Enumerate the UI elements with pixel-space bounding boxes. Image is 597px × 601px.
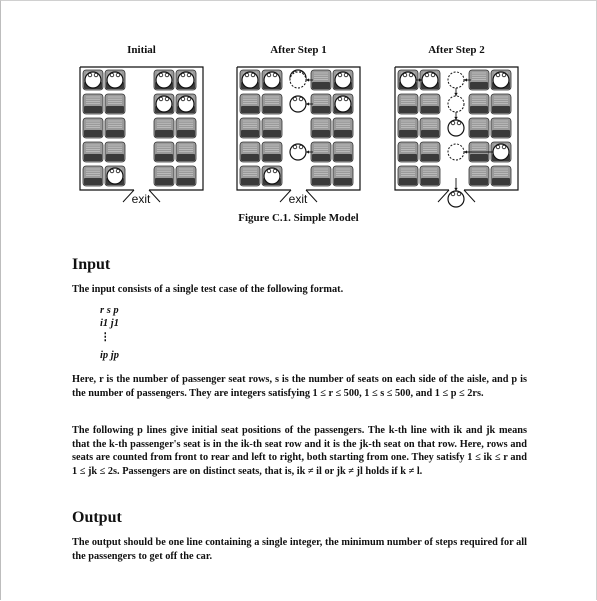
passenger-icon bbox=[493, 72, 509, 88]
seat bbox=[491, 166, 511, 186]
seat bbox=[105, 118, 125, 138]
figure-caption: Figure C.1. Simple Model bbox=[238, 212, 359, 224]
moved-passenger-icon bbox=[448, 144, 464, 160]
seat bbox=[333, 118, 353, 138]
panel-label-step1: After Step 1 bbox=[270, 44, 327, 56]
exit-label: exit bbox=[288, 192, 308, 206]
input-heading: Input bbox=[72, 256, 111, 273]
seat bbox=[240, 118, 260, 138]
seat bbox=[311, 118, 331, 138]
seat-map-step2 bbox=[394, 66, 519, 206]
output-heading: Output bbox=[72, 509, 122, 526]
seat bbox=[469, 166, 489, 186]
passenger-icon bbox=[242, 72, 258, 88]
seat bbox=[398, 142, 418, 162]
seat bbox=[240, 94, 260, 114]
input-para-1: Here, r is the number of passenger seat rows, s is the number of seats on each side of the aisle, and p is the number of passengers. They are integers satisfying 1 ≤ r ≤ 500, 1 ≤ s ≤ 500, and 1 ≤ p ≤ 2rs. bbox=[72, 374, 527, 399]
seat bbox=[105, 94, 125, 114]
passenger-icon bbox=[335, 96, 351, 112]
seat bbox=[154, 118, 174, 138]
seat bbox=[83, 94, 103, 114]
seat bbox=[398, 166, 418, 186]
format-line-1: r s p bbox=[100, 305, 119, 316]
seat bbox=[491, 118, 511, 138]
seat bbox=[469, 70, 489, 90]
format-line-2: i1 j1 bbox=[100, 318, 119, 329]
seat bbox=[105, 142, 125, 162]
seat bbox=[83, 142, 103, 162]
passenger-icon bbox=[493, 144, 509, 160]
arrow-head bbox=[464, 78, 467, 81]
seat bbox=[311, 166, 331, 186]
panel-label-step2: After Step 2 bbox=[428, 44, 485, 56]
seat bbox=[311, 94, 331, 114]
exit-line-right bbox=[306, 190, 317, 202]
seat bbox=[154, 142, 174, 162]
seat-map-step1 bbox=[236, 66, 361, 206]
seat bbox=[176, 118, 196, 138]
input-format-block bbox=[100, 305, 119, 363]
passenger-icon bbox=[107, 72, 123, 88]
moved-passenger-icon bbox=[448, 72, 464, 88]
passenger-icon bbox=[422, 72, 438, 88]
seat bbox=[311, 70, 331, 90]
seat bbox=[333, 166, 353, 186]
seat bbox=[420, 118, 440, 138]
figure-panel-initial bbox=[79, 66, 204, 206]
seat bbox=[469, 118, 489, 138]
format-line-3: ⋮ bbox=[100, 332, 111, 343]
passenger-icon bbox=[178, 72, 194, 88]
seat bbox=[83, 118, 103, 138]
passenger-icon bbox=[448, 120, 464, 136]
passenger-icon bbox=[400, 72, 416, 88]
seat bbox=[491, 94, 511, 114]
seat bbox=[176, 142, 196, 162]
seat bbox=[240, 142, 260, 162]
arrow-head bbox=[454, 93, 457, 96]
format-line-4: ip jp bbox=[100, 350, 119, 361]
seat bbox=[398, 118, 418, 138]
input-intro: The input consists of a single test case of the following format. bbox=[72, 284, 344, 295]
passenger-icon bbox=[448, 191, 464, 207]
moved-passenger-icon bbox=[290, 72, 306, 88]
seat bbox=[420, 94, 440, 114]
passenger-icon bbox=[264, 72, 280, 88]
seat bbox=[469, 94, 489, 114]
passenger-icon bbox=[264, 168, 280, 184]
passenger-icon bbox=[290, 144, 306, 160]
passenger-icon bbox=[178, 96, 194, 112]
seat bbox=[154, 166, 174, 186]
seat bbox=[420, 142, 440, 162]
output-para: The output should be one line containing a single integer, the minimum number of steps required for all the passengers to get off the car. bbox=[72, 537, 527, 562]
exit-label: exit bbox=[131, 192, 151, 206]
passenger-icon bbox=[335, 72, 351, 88]
passenger-icon bbox=[85, 72, 101, 88]
seat bbox=[262, 118, 282, 138]
passenger-icon bbox=[290, 96, 306, 112]
seat-map-initial bbox=[79, 66, 204, 206]
input-para-2: The following p lines give initial seat positions of the passengers. The k-th line with ik and jk means that the k-th passenger's seat is in the ik-th seat row and it is the jk-th seat on that row. Here, rows and seats are counted from front to rear and left to right, both starting from one. They satisfy 1 ≤ ik ≤ r and 1 ≤ jk ≤ 2s. Passengers are on distinct seats, that is, ik ≠ il or jk ≠ jl holds if k ≠ l. bbox=[72, 425, 527, 477]
seat bbox=[262, 94, 282, 114]
panel-label-initial: Initial bbox=[127, 44, 156, 56]
figure-panel-step2 bbox=[394, 66, 519, 190]
exit-line-right bbox=[149, 190, 160, 202]
seat bbox=[83, 166, 103, 186]
seat bbox=[311, 142, 331, 162]
seat bbox=[333, 142, 353, 162]
passenger-icon bbox=[107, 168, 123, 184]
exit-line-left bbox=[438, 190, 449, 202]
passenger-icon bbox=[156, 96, 172, 112]
seat bbox=[398, 94, 418, 114]
exit-line-right bbox=[464, 190, 475, 202]
seat bbox=[176, 166, 196, 186]
seat bbox=[262, 142, 282, 162]
arrow-head bbox=[464, 150, 467, 153]
passenger-icon bbox=[156, 72, 172, 88]
moved-passenger-icon bbox=[448, 96, 464, 112]
seat bbox=[240, 166, 260, 186]
figure-panel-step1 bbox=[236, 66, 361, 206]
seat bbox=[420, 166, 440, 186]
